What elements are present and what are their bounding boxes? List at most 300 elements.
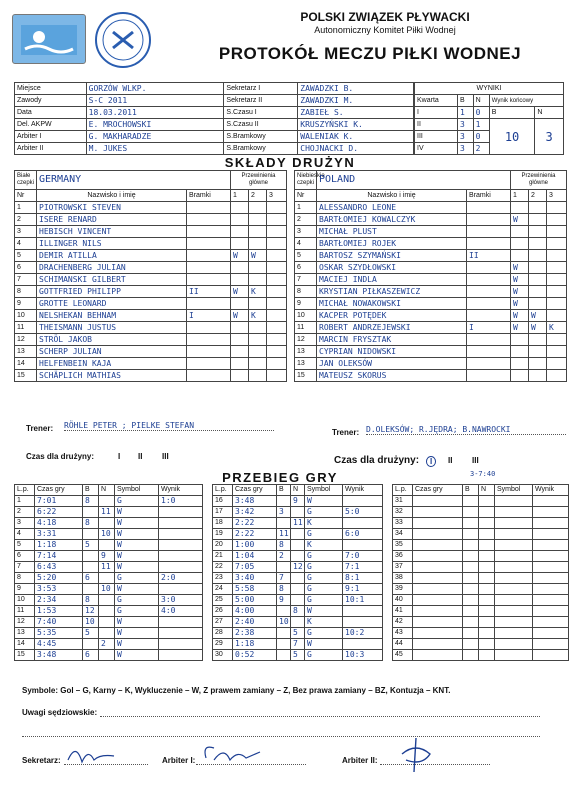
player-number: 4	[295, 238, 317, 250]
player-foul-3	[547, 370, 567, 382]
player-foul-2	[249, 262, 267, 274]
player-foul-1	[231, 238, 249, 250]
player-foul-2	[249, 298, 267, 310]
log-b: 8	[277, 540, 291, 551]
player-goals	[187, 250, 231, 262]
log-n	[479, 606, 495, 617]
official-name: ZABIEŁ S.	[298, 107, 414, 119]
log-lp: 9	[15, 584, 35, 595]
game-log-row	[213, 540, 383, 551]
player-name: STRÖL JAKOB	[37, 334, 187, 346]
log-time: 7:14	[35, 551, 83, 562]
log-lp: 4	[15, 529, 35, 540]
player-goals	[187, 202, 231, 214]
log-n	[99, 496, 115, 507]
player-foul-2	[529, 370, 547, 382]
info-value: G. MAKHARADZE	[86, 131, 224, 143]
player-foul-3	[547, 310, 567, 322]
log-n: 5	[291, 628, 305, 639]
log-b	[463, 639, 479, 650]
white-timeout-label: Czas dla drużyny:	[26, 452, 95, 461]
player-foul-3	[547, 334, 567, 346]
player-foul-3	[547, 358, 567, 370]
game-log-row	[213, 595, 383, 606]
official-role: S.Bramkowy	[224, 143, 298, 155]
player-foul-1: W	[511, 262, 529, 274]
player-foul-2	[249, 334, 267, 346]
log-n	[479, 650, 495, 661]
player-name: MARCIN FRYSZTAK	[317, 334, 467, 346]
player-number: 7	[295, 274, 317, 286]
white-timeout-1: I	[118, 452, 121, 461]
log-symbol: K	[305, 540, 343, 551]
log-lp: 29	[213, 639, 233, 650]
log-score	[533, 573, 569, 584]
player-number: 11	[295, 322, 317, 334]
blue-timeout-1: I	[426, 456, 436, 467]
game-log-row	[15, 650, 203, 661]
game-log-row	[213, 573, 383, 584]
log-lp: 1	[15, 496, 35, 507]
game-log-row	[213, 584, 383, 595]
player-row	[295, 334, 567, 346]
player-row	[15, 274, 287, 286]
player-name: GOTTFRIED PHILIPP	[37, 286, 187, 298]
log-time: 6:22	[35, 507, 83, 518]
player-foul-2	[249, 274, 267, 286]
game-log-header-cell: Symbol	[305, 485, 343, 496]
match-info-row	[15, 107, 414, 119]
log-n: 8	[291, 606, 305, 617]
white-foul-col: 3	[267, 190, 287, 202]
player-foul-1: W	[511, 274, 529, 286]
player-name: CYPRIAN NIDOWSKI	[317, 346, 467, 358]
player-row	[15, 310, 287, 322]
player-number: 15	[295, 370, 317, 382]
quarter-b: 3	[457, 131, 473, 143]
player-number: 10	[295, 310, 317, 322]
log-lp: 6	[15, 551, 35, 562]
blue-caps-label: Niebieskie czepki	[295, 171, 317, 190]
log-lp: 43	[393, 628, 413, 639]
game-log-row	[213, 507, 383, 518]
white-timeout-2: II	[138, 452, 143, 461]
log-time: 2:22	[233, 518, 277, 529]
player-name: BARTŁOMIEJ KOWALCZYK	[317, 214, 467, 226]
player-foul-3	[547, 250, 567, 262]
log-n: 9	[99, 551, 115, 562]
player-number: 5	[15, 250, 37, 262]
player-row	[15, 238, 287, 250]
info-label: Arbiter II	[15, 143, 87, 155]
log-n	[291, 573, 305, 584]
log-time: 5:00	[233, 595, 277, 606]
player-name: SCHERP JULIAN	[37, 346, 187, 358]
player-foul-3	[547, 262, 567, 274]
game-log-header-cell: Czas gry	[413, 485, 463, 496]
game-log-row	[15, 551, 203, 562]
player-foul-2	[249, 226, 267, 238]
log-n	[99, 573, 115, 584]
player-number: 13	[295, 358, 317, 370]
log-b	[463, 562, 479, 573]
log-lp: 7	[15, 562, 35, 573]
info-value: S-C 2011	[86, 95, 224, 107]
log-symbol: G	[305, 584, 343, 595]
log-lp: 18	[213, 518, 233, 529]
blue-nr-header: Nr	[295, 190, 317, 202]
player-row	[295, 238, 567, 250]
game-log-row	[393, 628, 569, 639]
log-score	[159, 551, 203, 562]
log-symbol	[495, 529, 533, 540]
log-score	[533, 562, 569, 573]
log-n: 2	[99, 639, 115, 650]
log-time	[413, 628, 463, 639]
player-goals	[187, 274, 231, 286]
player-row	[295, 274, 567, 286]
log-n	[479, 617, 495, 628]
log-time	[413, 529, 463, 540]
log-b	[463, 628, 479, 639]
match-info-row	[15, 83, 414, 95]
log-symbol	[495, 551, 533, 562]
log-score	[159, 639, 203, 650]
log-time: 4:45	[35, 639, 83, 650]
log-b	[83, 507, 99, 518]
player-goals	[467, 334, 511, 346]
player-number: 4	[15, 238, 37, 250]
remarks-line	[100, 716, 540, 717]
log-symbol: W	[115, 639, 159, 650]
official-role: Sekretarz II	[224, 95, 298, 107]
log-score	[533, 551, 569, 562]
player-foul-3	[267, 274, 287, 286]
player-foul-1	[231, 346, 249, 358]
log-time	[413, 540, 463, 551]
game-log-row	[15, 595, 203, 606]
player-goals	[467, 238, 511, 250]
log-time	[413, 551, 463, 562]
player-number: 8	[15, 286, 37, 298]
log-lp: 37	[393, 562, 413, 573]
game-log-row	[393, 518, 569, 529]
quarter-label: I	[415, 107, 458, 119]
player-foul-3	[267, 226, 287, 238]
log-n	[479, 573, 495, 584]
game-log-row	[393, 540, 569, 551]
player-foul-2	[249, 358, 267, 370]
log-time: 1:18	[35, 540, 83, 551]
log-b	[83, 639, 99, 650]
game-log-header	[393, 485, 569, 496]
player-foul-1: W	[511, 322, 529, 334]
log-time: 1:18	[233, 639, 277, 650]
log-score	[533, 529, 569, 540]
player-row	[15, 250, 287, 262]
player-name: SCHÄPLICH MATHIAS	[37, 370, 187, 382]
log-score	[159, 650, 203, 661]
player-goals: I	[187, 310, 231, 322]
player-goals	[467, 262, 511, 274]
white-team-table	[14, 170, 287, 382]
log-b	[463, 573, 479, 584]
game-log-row	[213, 617, 383, 628]
log-score	[533, 628, 569, 639]
game-log-row	[213, 529, 383, 540]
log-n	[99, 518, 115, 529]
log-time: 1:00	[233, 540, 277, 551]
blue-timeout-note: 3-7:40	[470, 470, 496, 478]
player-foul-1	[511, 250, 529, 262]
log-b: 8	[277, 584, 291, 595]
player-foul-3: K	[547, 322, 567, 334]
log-time: 6:43	[35, 562, 83, 573]
log-time: 3:40	[233, 573, 277, 584]
player-foul-1	[231, 334, 249, 346]
log-score	[533, 639, 569, 650]
log-symbol	[495, 562, 533, 573]
blue-name-header: Nazwisko i imię	[317, 190, 467, 202]
log-b: 11	[277, 529, 291, 540]
log-score	[533, 650, 569, 661]
player-number: 15	[15, 370, 37, 382]
log-time: 3:42	[233, 507, 277, 518]
player-row	[15, 322, 287, 334]
log-b	[83, 529, 99, 540]
log-n	[479, 595, 495, 606]
player-number: 12	[295, 334, 317, 346]
player-row	[15, 370, 287, 382]
game-log-row	[15, 639, 203, 650]
log-score	[343, 496, 383, 507]
player-row	[295, 358, 567, 370]
player-foul-3	[267, 262, 287, 274]
info-value: 18.03.2011	[86, 107, 224, 119]
log-lp: 27	[213, 617, 233, 628]
log-n	[99, 650, 115, 661]
log-symbol: W	[305, 639, 343, 650]
player-foul-3	[267, 370, 287, 382]
player-foul-2	[529, 298, 547, 310]
log-b: 5	[83, 540, 99, 551]
player-foul-1	[511, 334, 529, 346]
match-info-row	[15, 95, 414, 107]
log-lp: 12	[15, 617, 35, 628]
log-score	[343, 606, 383, 617]
log-lp: 11	[15, 606, 35, 617]
player-row	[295, 250, 567, 262]
blue-timeout-label: Czas dla drużyny:	[334, 455, 420, 466]
game-log-col2	[212, 484, 383, 661]
log-n: 11	[99, 507, 115, 518]
wave-logo-icon	[12, 14, 86, 64]
log-lp: 40	[393, 595, 413, 606]
log-n	[479, 518, 495, 529]
player-goals	[187, 370, 231, 382]
remarks-line	[22, 736, 540, 737]
player-foul-1	[511, 202, 529, 214]
player-name: ISERE RENARD	[37, 214, 187, 226]
log-time: 5:20	[35, 573, 83, 584]
symbols-legend: Symbole: Gol – G, Karny – K, Wykluczenie – W, Z prawem zamiany – Z, Bez prawa zamiany – BZ, Kontuzja – KNT.	[22, 686, 451, 695]
blue-team-name: POLAND	[317, 171, 511, 190]
log-time: 5:35	[35, 628, 83, 639]
official-name: ZAWADZKI B.	[298, 83, 414, 95]
log-symbol: W	[305, 496, 343, 507]
log-time	[413, 650, 463, 661]
log-b	[83, 584, 99, 595]
game-log-row	[213, 628, 383, 639]
secretary-signature	[64, 740, 124, 775]
log-lp: 31	[393, 496, 413, 507]
log-b	[277, 606, 291, 617]
log-symbol: G	[115, 573, 159, 584]
log-b: 8	[83, 595, 99, 606]
log-n	[479, 628, 495, 639]
player-number: 2	[15, 214, 37, 226]
log-symbol: W	[115, 529, 159, 540]
blue-foul-col: 3	[547, 190, 567, 202]
log-lp: 2	[15, 507, 35, 518]
log-n: 11	[99, 562, 115, 573]
info-label: Arbiter I	[15, 131, 87, 143]
log-lp: 8	[15, 573, 35, 584]
results-title: WYNIKI	[415, 83, 564, 95]
log-symbol	[495, 628, 533, 639]
player-goals: I	[467, 322, 511, 334]
blue-timeout-3: III	[472, 456, 479, 465]
player-goals	[467, 310, 511, 322]
log-symbol	[495, 595, 533, 606]
blue-team-table	[294, 170, 567, 382]
game-log-header-cell: L.p.	[213, 485, 233, 496]
player-goals	[187, 334, 231, 346]
log-symbol: G	[305, 562, 343, 573]
log-n	[291, 617, 305, 628]
player-foul-2	[529, 250, 547, 262]
game-log-row	[213, 518, 383, 529]
player-name: GROTTE LEONARD	[37, 298, 187, 310]
info-value: E. MROCHOWSKI	[86, 119, 224, 131]
game-log-row	[393, 650, 569, 661]
player-name: SCHIMANSKI GILBERT	[37, 274, 187, 286]
log-b	[463, 650, 479, 661]
quarter-n: 0	[473, 107, 489, 119]
game-log-row	[213, 639, 383, 650]
player-foul-2: W	[529, 310, 547, 322]
log-time: 7:05	[233, 562, 277, 573]
player-number: 5	[295, 250, 317, 262]
game-log-header-cell: L.p.	[15, 485, 35, 496]
log-lp: 32	[393, 507, 413, 518]
log-score	[159, 617, 203, 628]
results-header-quarter: Kwarta	[415, 95, 458, 107]
player-foul-2	[529, 262, 547, 274]
log-score	[159, 507, 203, 518]
game-log-row	[15, 617, 203, 628]
player-row	[295, 226, 567, 238]
log-symbol	[495, 639, 533, 650]
log-b: 3	[277, 507, 291, 518]
log-n	[479, 529, 495, 540]
player-row	[15, 286, 287, 298]
player-foul-3	[267, 298, 287, 310]
player-number: 14	[15, 358, 37, 370]
player-name: BARTOSZ SZYMAŃSKI	[317, 250, 467, 262]
game-log-header-cell: B	[463, 485, 479, 496]
player-foul-2	[249, 322, 267, 334]
player-foul-2	[529, 226, 547, 238]
log-score: 6:0	[343, 529, 383, 540]
player-foul-1	[511, 238, 529, 250]
results-table	[414, 82, 564, 155]
player-number: 7	[15, 274, 37, 286]
player-foul-3	[547, 346, 567, 358]
log-lp: 34	[393, 529, 413, 540]
log-time: 3:31	[35, 529, 83, 540]
log-symbol: G	[305, 650, 343, 661]
player-foul-1: W	[511, 310, 529, 322]
log-symbol: W	[305, 606, 343, 617]
white-timeout-3: III	[162, 452, 169, 461]
info-value: M. JUKES	[86, 143, 224, 155]
player-number: 9	[15, 298, 37, 310]
player-foul-2: K	[249, 286, 267, 298]
log-time: 2:22	[233, 529, 277, 540]
blue-coach-value: D.OLEKSÓW; R.JĘDRA; B.NAWROCKI	[366, 425, 566, 435]
player-foul-2: W	[249, 250, 267, 262]
player-foul-2	[529, 214, 547, 226]
log-score: 10:3	[343, 650, 383, 661]
arbiter2-signature	[396, 734, 446, 779]
game-log-row	[393, 529, 569, 540]
game-log-row	[393, 639, 569, 650]
player-row	[295, 202, 567, 214]
game-log-header-cell: Symbol	[115, 485, 159, 496]
player-name: KACPER POTĘDEK	[317, 310, 467, 322]
player-foul-1	[231, 322, 249, 334]
player-number: 9	[295, 298, 317, 310]
log-time: 0:52	[233, 650, 277, 661]
game-log-row	[15, 540, 203, 551]
player-foul-3	[547, 298, 567, 310]
player-number: 8	[295, 286, 317, 298]
log-b	[463, 584, 479, 595]
log-lp: 5	[15, 540, 35, 551]
final-score-b: 10	[489, 119, 535, 155]
log-symbol: G	[115, 595, 159, 606]
blue-fouls-label: Przewinienia główne	[511, 171, 567, 190]
player-row	[295, 214, 567, 226]
quarter-b: 1	[457, 107, 473, 119]
player-goals	[467, 226, 511, 238]
game-log-row	[15, 573, 203, 584]
player-foul-1	[231, 358, 249, 370]
player-foul-1: W	[231, 310, 249, 322]
player-row	[15, 298, 287, 310]
log-lp: 24	[213, 584, 233, 595]
log-score	[159, 628, 203, 639]
game-log-row	[393, 562, 569, 573]
log-symbol: W	[115, 584, 159, 595]
log-symbol: G	[305, 573, 343, 584]
log-lp: 25	[213, 595, 233, 606]
log-n	[99, 595, 115, 606]
game-log-header-cell: N	[99, 485, 115, 496]
log-b: 10	[83, 617, 99, 628]
player-foul-3	[267, 250, 287, 262]
